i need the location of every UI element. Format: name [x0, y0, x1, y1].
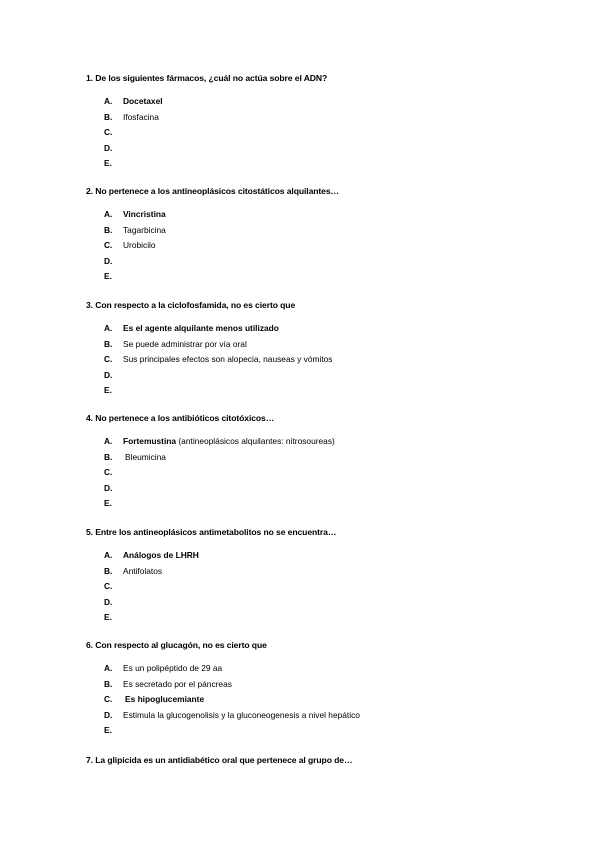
option-letter: C.: [104, 240, 113, 251]
option-5c: [86, 581, 566, 597]
option-5d: [86, 597, 566, 613]
option-letter: B.: [104, 451, 113, 462]
option-letter: D.: [104, 142, 113, 153]
option-1d: [86, 143, 566, 159]
option-6b: [86, 679, 566, 695]
option-note: (antineoplásicos alquilantes: nitrosoureas): [176, 436, 335, 446]
option-4d: [86, 483, 566, 499]
option-letter: B.: [104, 678, 113, 689]
option-3d: [86, 370, 566, 386]
option-letter: B.: [104, 111, 113, 122]
option-letter: C.: [104, 467, 113, 478]
option-letter: E.: [104, 158, 112, 169]
option-5e: [86, 612, 566, 628]
option-2e: [86, 271, 566, 287]
option-text: Ifosfacina: [123, 111, 159, 122]
option-6c: [86, 694, 566, 710]
option-letter: B.: [104, 565, 113, 576]
option-6d: [86, 710, 566, 726]
option-1c: [86, 127, 566, 143]
option-5b: [86, 566, 566, 582]
option-text: Vincristina: [123, 209, 166, 219]
option-letter: D.: [104, 596, 113, 607]
option-letter: E.: [104, 725, 112, 736]
option-text: Es el agente alquilante menos utilizado: [123, 323, 279, 333]
question-6-options: [86, 663, 566, 741]
option-letter: A.: [104, 209, 113, 219]
option-3c: [86, 354, 566, 370]
question-3: [86, 300, 566, 401]
option-text: Es secretado por el páncreas: [123, 678, 232, 689]
option-letter: A.: [104, 323, 113, 333]
question-5-options: [86, 550, 566, 628]
question-1-options: [86, 96, 566, 174]
option-2b: [86, 225, 566, 241]
option-letter: D.: [104, 482, 113, 493]
option-text: Se puede administrar por vía oral: [123, 338, 247, 349]
question-3-options: [86, 323, 566, 401]
question-2: [86, 186, 566, 287]
option-text: [123, 436, 335, 447]
option-2c: [86, 240, 566, 256]
option-4a: [86, 436, 566, 452]
question-1: [86, 73, 566, 174]
option-4e: [86, 498, 566, 514]
option-letter: D.: [104, 709, 113, 720]
option-text: Bleumicina: [125, 451, 166, 462]
option-3a: [86, 323, 566, 339]
option-letter: D.: [104, 369, 113, 380]
option-text: Sus principales efectos son alopecia, nauseas y vómitos: [123, 354, 333, 365]
option-2a: [86, 209, 566, 225]
option-2d: [86, 256, 566, 272]
option-1e: [86, 158, 566, 174]
option-1a: [86, 96, 566, 112]
option-letter: B.: [104, 338, 113, 349]
question-4-title: 4. No pertenece a los antibióticos citotóxicos…: [86, 413, 275, 423]
option-letter: A.: [104, 550, 113, 560]
option-letter: E.: [104, 498, 112, 509]
option-6a: [86, 663, 566, 679]
option-letter: E.: [104, 271, 112, 282]
question-7-title: 7. La glipicida es un antidiabético oral que pertenece al grupo de…: [86, 755, 353, 765]
question-7: [86, 755, 566, 766]
option-text: Es hipoglucemiante: [125, 694, 205, 705]
option-text: Es un polipéptido de 29 aa: [123, 663, 223, 673]
option-text: Tagarbicina: [123, 224, 166, 235]
option-5a: [86, 550, 566, 566]
option-text: Urobicilo: [123, 240, 156, 251]
question-6: [86, 640, 566, 741]
option-text: Estimula la glucogenolisis y la gluconeogenesis a nivel hepático: [123, 709, 360, 720]
option-text: Docetaxel: [123, 96, 163, 106]
question-5-title: 5. Entre los antineoplásicos antimetabolitos no se encuentra…: [86, 527, 337, 537]
option-4c: [86, 467, 566, 483]
question-2-title: 2. No pertenece a los antineoplásicos citostáticos alquilantes…: [86, 186, 340, 196]
option-letter: A.: [104, 663, 113, 673]
option-letter: E.: [104, 612, 112, 623]
option-letter: A.: [104, 436, 113, 446]
question-1-title: 1. De los siguientes fármacos, ¿cuál no actúa sobre el ADN?: [86, 73, 328, 83]
option-letter: E.: [104, 385, 112, 396]
question-5: [86, 527, 566, 628]
option-3e: [86, 385, 566, 401]
option-6e: [86, 725, 566, 741]
option-letter: A.: [104, 96, 113, 106]
option-letter: C.: [104, 127, 113, 138]
option-letter: D.: [104, 255, 113, 266]
option-text: Antifolatos: [123, 565, 163, 576]
question-2-options: [86, 209, 566, 287]
option-letter: B.: [104, 224, 113, 235]
option-3b: [86, 339, 566, 355]
question-4-options: [86, 436, 566, 514]
option-answer: Fortemustina: [123, 436, 177, 446]
option-1b: [86, 112, 566, 128]
option-text: Análogos de LHRH: [123, 550, 199, 560]
question-4: [86, 413, 566, 514]
option-letter: C.: [104, 694, 113, 705]
option-4b: [86, 452, 566, 468]
question-3-title: 3. Con respecto a la ciclofosfamida, no es cierto que: [86, 300, 296, 310]
option-letter: C.: [104, 581, 113, 592]
option-letter: C.: [104, 354, 113, 365]
question-6-title: 6. Con respecto al glucagón, no es cierto que: [86, 640, 267, 650]
